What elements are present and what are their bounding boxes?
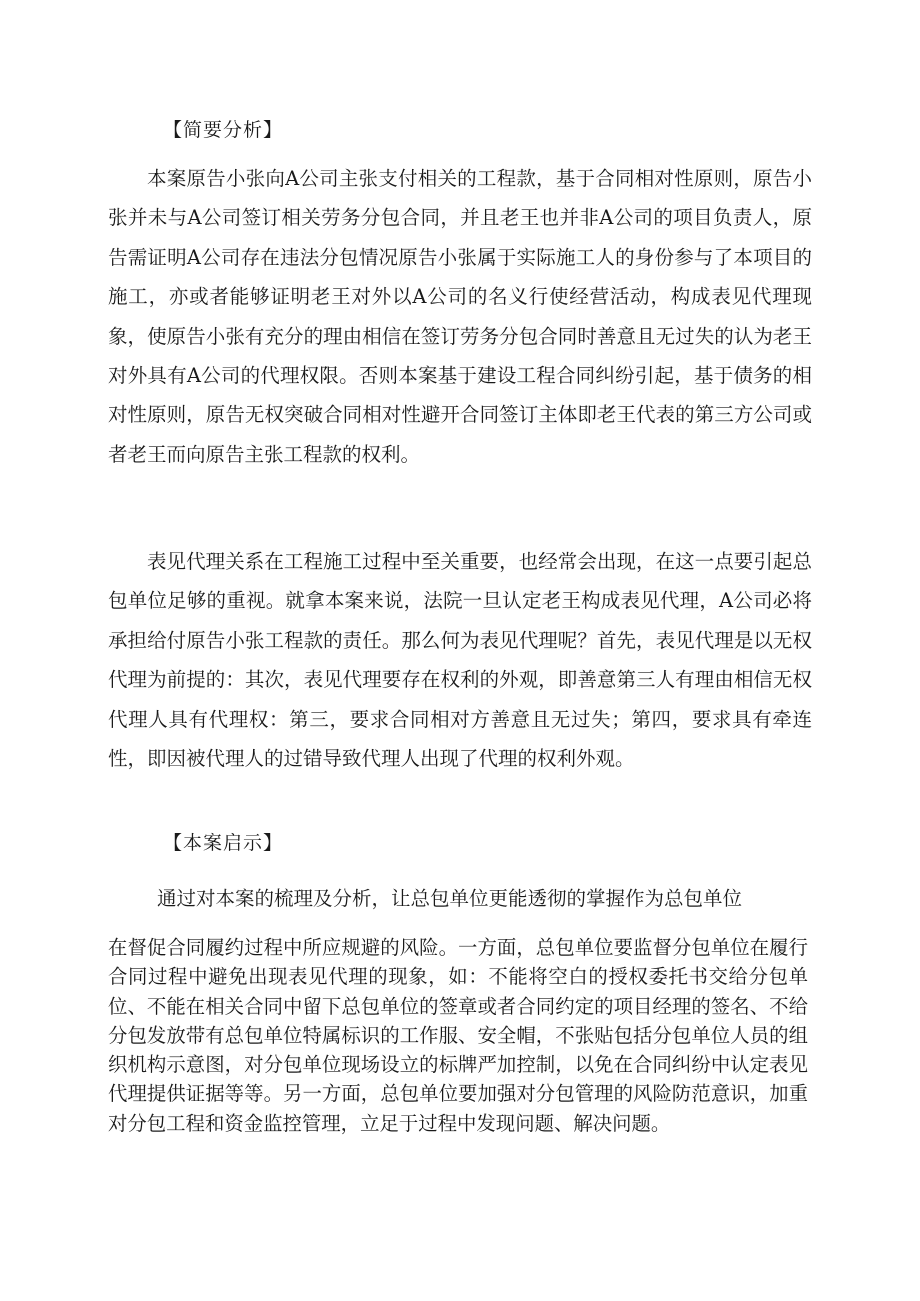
insights-paragraph: 在督促合同履约过程中所应规避的风险。一方面，总包单位要监督分包单位在履行合同过程中避免出现表见代理的现象，如：不能将空白的授权委托书交给分包单位、不能在相关合同中留下总包单位的签章或者合同约定的项目经理的签名、不给分包发放带有总包单位特属标识的工作服、安全帽，不张贴包括分包单位人员的组织机构示意图，对分包单位现场设立的标牌严加控制，以免在合同纠纷中认定表见代理提供证据等等。另一方面，总包单位要加强对分包管理的风险防范意识，加重对分包工程和资金监控管理，立足于过程中发现问题、解决问题。 — [108, 936, 808, 1135]
insights-intro-line: 通过对本案的梳理及分析，让总包单位更能透彻的掌握作为总包单位 — [157, 887, 743, 910]
section-heading-analysis: 【简要分析】 — [163, 119, 284, 141]
analysis-paragraph-1: 本案原告小张向A公司主张支付相关的工程款，基于合同相对性原则，原告小张并未与A公司签订相关劳务分包合同，并且老王也并非A公司的项目负责人，原告需证明A公司存在违法分包情况原告小张属于实际施工人的身份参与了本项目的施工，亦或者能够证明老王对外以A公司的名义行使经营活动，构成表见代理现象，使原告小张有充分的理由相信在签订劳务分包合同时善意且无过失的认为老王对外具有A公司的代理权限。否则本案基于建设工程合同纠纷引起，基于债务的相对性原则，原告无权突破合同相对性避开合同签订主体即老王代表的第三方公司或者老王而向原告主张工程款的权利。 — [108, 167, 812, 466]
analysis-paragraph-2: 表见代理关系在工程施工过程中至关重要，也经常会出现，在这一点要引起总包单位足够的重视。就拿本案来说，法院一旦认定老王构成表见代理，A公司必将承担给付原告小张工程款的责任。那么何为表见代理呢？首先，表见代理是以无权代理为前提的：其次，表见代理要存在权利的外观，即善意第三人有理由相信无权代理人具有代理权：第三，要求合同相对方善意且无过失；第四，要求具有牵连性，即因被代理人的过错导致代理人出现了代理的权利外观。 — [108, 550, 812, 771]
section-heading-insights: 【本案启示】 — [163, 832, 284, 854]
